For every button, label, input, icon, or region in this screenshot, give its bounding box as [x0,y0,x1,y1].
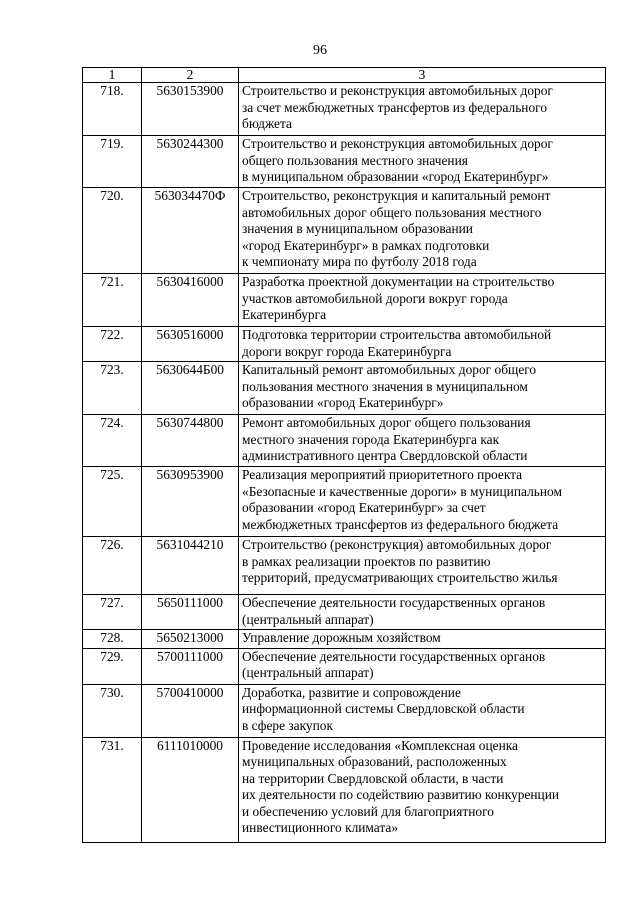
row-description: Доработка, развитие и сопровождение информационной системы Свердловской области в сфере закупок [239,684,606,737]
row-description: Строительство и реконструкция автомобильных дорог общего пользования местного значения в муниципальном образовании «город Екатеринбург» [239,136,606,188]
row-description: Обеспечение деятельности государственных органов (центральный аппарат) [239,595,606,630]
row-code: 5630244300 [142,136,239,188]
row-number: 727. [83,595,142,630]
table-row [83,537,606,595]
table-row [83,648,606,684]
column-header-number: 1 [83,68,142,83]
table-row [83,83,606,136]
table-row [83,737,606,842]
row-code: 5630644Б00 [142,362,239,415]
row-number: 724. [83,415,142,467]
row-description: Подготовка территории строительства автомобильной дороги вокруг города Екатеринбурга [239,327,606,362]
table-header-row [83,68,606,83]
row-description: Строительство и реконструкция автомобильных дорог за счет межбюджетных трансфертов из федерального бюджета [239,83,606,136]
row-code: 5630153900 [142,83,239,136]
row-code: 5700111000 [142,648,239,684]
budget-classification-table [82,67,606,843]
row-description: Строительство, реконструкция и капитальный ремонт автомобильных дорог общего пользования местного значения в муниципальном образовании «город Екатеринбург» в рамках подготовки к чемпионату мира по футболу 2018 года [239,188,606,274]
table-row [83,595,606,630]
row-description: Проведение исследования «Комплексная оценка муниципальных образований, расположенных на территории Свердловской области, в части их деятельности по содействию развитию конкуренции и обеспечению условий для благоприятного инвестиционного климата» [239,737,606,842]
row-number: 725. [83,467,142,537]
table-row [83,415,606,467]
row-code: 5630516000 [142,327,239,362]
row-number: 726. [83,537,142,595]
row-description: Разработка проектной документации на строительство участков автомобильной дороги вокруг города Екатеринбурга [239,274,606,327]
row-number: 730. [83,684,142,737]
table-row [83,274,606,327]
row-description: Обеспечение деятельности государственных органов (центральный аппарат) [239,648,606,684]
row-description: Капитальный ремонт автомобильных дорог общего пользования местного значения в муниципальном образовании «город Екатеринбург» [239,362,606,415]
row-description: Реализация мероприятий приоритетного проекта «Безопасные и качественные дороги» в муниципальном образовании «город Екатеринбург» за счет межбюджетных трансфертов из федерального бюджета [239,467,606,537]
row-number: 721. [83,274,142,327]
row-description: Управление дорожным хозяйством [239,630,606,649]
table-row [83,188,606,274]
table-row [83,327,606,362]
table-row [83,362,606,415]
row-number: 720. [83,188,142,274]
row-number: 728. [83,630,142,649]
row-code: 5700410000 [142,684,239,737]
row-description: Строительство (реконструкция) автомобильных дорог в рамках реализации проектов по развитию территорий, предусматривающих строительство жилья [239,537,606,595]
column-header-description: 3 [239,68,606,83]
row-code: 5630953900 [142,467,239,537]
table-row [83,136,606,188]
row-code: 5631044210 [142,537,239,595]
table-row [83,467,606,537]
page-number: 96 [313,43,327,58]
row-code: 5630416000 [142,274,239,327]
row-code: 5630744800 [142,415,239,467]
row-number: 729. [83,648,142,684]
row-code: 5650111000 [142,595,239,630]
row-code: 5650213000 [142,630,239,649]
row-description: Ремонт автомобильных дорог общего пользования местного значения города Екатеринбурга как административного центра Свердловской области [239,415,606,467]
row-number: 718. [83,83,142,136]
row-code: 563034470Ф [142,188,239,274]
table-row [83,684,606,737]
row-number: 719. [83,136,142,188]
row-number: 723. [83,362,142,415]
table-row [83,630,606,649]
row-number: 731. [83,737,142,842]
row-number: 722. [83,327,142,362]
row-code: 6111010000 [142,737,239,842]
column-header-code: 2 [142,68,239,83]
